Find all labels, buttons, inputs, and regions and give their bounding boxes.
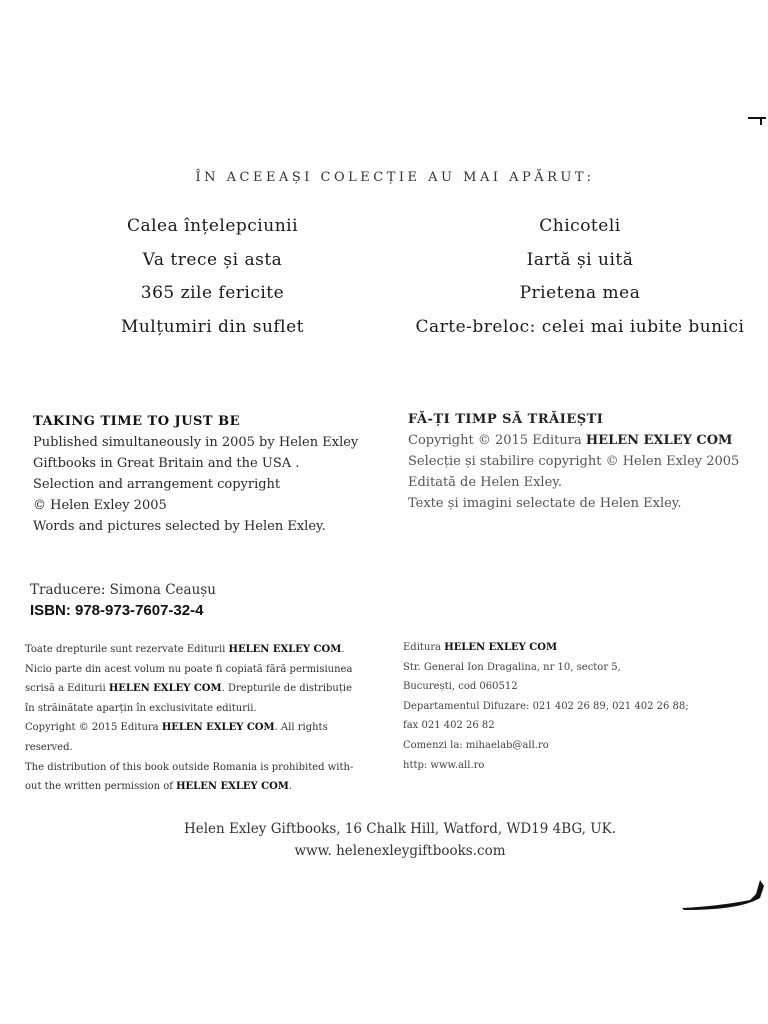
title-item: Va trece și asta — [142, 249, 283, 270]
footer — [130, 818, 670, 862]
rights-line — [25, 679, 390, 699]
publisher-name: HELEN EXLEY COM — [228, 644, 342, 655]
publisher-name: HELEN EXLEY COM — [444, 642, 558, 653]
publisher-name: HELEN EXLEY COM — [161, 722, 275, 734]
rights-line — [25, 718, 390, 738]
text: . Drepturile de distribuție — [221, 683, 353, 695]
contact-line: http: www.all.ro — [403, 759, 485, 771]
publisher-name: HELEN EXLEY COM — [585, 433, 733, 448]
contact-line: fax 021 402 26 82 — [403, 720, 495, 732]
contact-line — [403, 638, 763, 658]
text: Toate drepturile sunt rezervate Editurii — [25, 644, 229, 655]
corner-mark-top-tick — [760, 117, 762, 125]
text: . — [341, 644, 345, 655]
rights-line: Nicio parte din acest volum nu poate fi copiată fără permisiunea — [25, 663, 353, 675]
credit-line — [408, 430, 768, 451]
contact-line: Departamentul Difuzare: 021 402 26 89, 021 402 26 88; — [403, 700, 689, 712]
text: scrisă a Editurii — [25, 683, 109, 695]
credit-line: © Helen Exley 2005 — [33, 498, 167, 513]
rights-line: The distribution of this book outside Romania is prohibited with- — [25, 761, 354, 773]
title-item: Prietena mea — [519, 283, 641, 303]
credit-line: Published simultaneously in 2005 by Helen Exley — [33, 435, 359, 450]
credit-line: Selecție și stabilire copyright © Helen Exley 2005 — [408, 454, 740, 469]
publisher-name: HELEN EXLEY COM — [176, 781, 289, 793]
text: out the written permission of — [25, 781, 177, 793]
corner-mark-bottom — [680, 876, 768, 916]
text: . All rights — [274, 722, 328, 734]
credit-line: Editată de Helen Exley. — [408, 475, 563, 490]
corner-mark-top — [748, 117, 766, 119]
rights-line: în străinătate aparțin în exclusivitate editurii. — [25, 702, 257, 714]
contact-line: Comenzi la: mihaelab@all.ro — [403, 739, 549, 751]
titles-right — [400, 214, 760, 348]
rights-notice — [25, 640, 390, 797]
english-title: TAKING TIME TO JUST BE — [33, 414, 241, 429]
publisher-contact — [403, 638, 763, 775]
translator-credit: Traducere: Simona Ceaușu — [30, 582, 216, 598]
title-item: 365 zile fericite — [140, 283, 285, 303]
title-item: Iartă și uită — [526, 249, 634, 270]
credit-line: Selection and arrangement copyright — [33, 477, 281, 492]
credit-line: Texte și imagini selectate de Helen Exley. — [408, 496, 682, 511]
romanian-title: FĂ-ȚI TIMP SĂ TRĂIEȘTI — [408, 412, 604, 427]
publisher-name: HELEN EXLEY COM — [108, 683, 222, 695]
contact-line: Str. General Ion Dragalina, nr 10, sector 5, — [403, 661, 621, 673]
footer-address: Helen Exley Giftbooks, 16 Chalk Hill, Watford, WD19 4BG, UK. — [183, 821, 617, 837]
text: Copyright © 2015 Editura — [25, 722, 162, 734]
romanian-credits — [408, 409, 768, 514]
copyright-prefix: Copyright © 2015 Editura — [408, 433, 586, 448]
credit-line: Giftbooks in Great Britain and the USA . — [33, 456, 300, 471]
text: . — [288, 781, 293, 793]
contact-line: București, cod 060512 — [403, 681, 518, 693]
titles-left — [90, 214, 335, 348]
title-item: Chicoteli — [539, 216, 621, 236]
title-item: Mulțumiri din suflet — [120, 316, 305, 337]
rights-line: reserved. — [25, 741, 73, 753]
isbn: ISBN: 978-973-7607-32-4 — [30, 602, 204, 619]
rights-line — [25, 777, 390, 797]
text: Editura — [403, 642, 445, 653]
footer-website: www. helenexleygiftbooks.com — [294, 843, 506, 859]
collection-heading: ÎN ACEEAȘI COLECȚIE AU MAI APĂRUT: — [195, 170, 595, 185]
title-item: Carte-breloc: celei mai iubite bunici — [415, 316, 745, 337]
english-credits — [33, 411, 393, 537]
credit-line: Words and pictures selected by Helen Exley. — [33, 519, 326, 534]
rights-line — [25, 640, 390, 660]
title-item: Calea înțelepciunii — [126, 216, 299, 236]
